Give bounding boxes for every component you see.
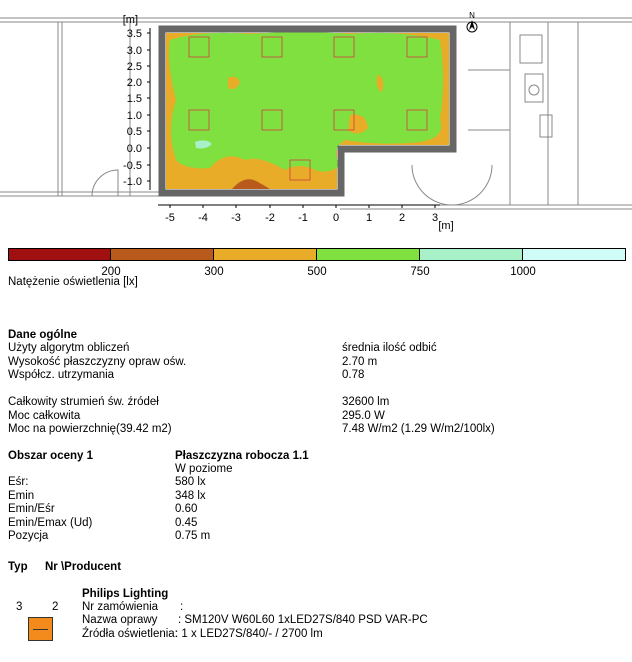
y-tick-label: 3.5 xyxy=(126,28,142,40)
general-row-label: Użyty algorytm obliczeń xyxy=(8,342,130,354)
general-row-label: Moc całkowita xyxy=(8,410,81,422)
area-row-value: 0.75 m xyxy=(175,530,211,542)
y-tick-label: 0.5 xyxy=(126,126,142,138)
general-row-value: 295.0 W xyxy=(342,410,385,422)
luminaire-type: 3 xyxy=(16,601,23,613)
area-row-label: Pozycja xyxy=(8,530,49,542)
x-tick-label: 1 xyxy=(365,212,373,224)
area-row-label: Emin xyxy=(8,490,35,502)
y-tick-label: 1.5 xyxy=(126,93,142,105)
source-label: Źródła oświetlenia: xyxy=(82,628,178,640)
svg-text:N: N xyxy=(469,11,475,20)
x-tick-label: -5 xyxy=(165,212,175,224)
legend-swatch-2 xyxy=(110,248,214,261)
y-tick-label: -1.0 xyxy=(123,176,142,188)
area-row-label: Emin/Emax (Ud) xyxy=(8,517,93,529)
x-tick-label: 3 xyxy=(431,212,439,224)
general-row-label: Wysokość płaszczyzny opraw ośw. xyxy=(8,356,187,368)
x-tick-label: -2 xyxy=(265,212,275,224)
luminaire-name-label: Nazwa oprawy xyxy=(82,614,158,626)
area-plane: Płaszczyzna robocza 1.1 xyxy=(175,450,309,462)
y-tick-label: 0.0 xyxy=(126,143,142,155)
area-plane-sub: W poziome xyxy=(175,463,233,475)
legend-swatch-4 xyxy=(316,248,420,261)
y-tick-label: -0.5 xyxy=(123,160,142,172)
col-nr-header: Nr \Producent xyxy=(45,561,122,573)
y-tick-label: 3.0 xyxy=(126,45,142,57)
y-tick-label: 2.0 xyxy=(126,77,142,89)
general-heading: Dane ogólne xyxy=(8,329,78,341)
area-row-value: 580 lx xyxy=(175,476,206,488)
y-axis-unit: [m] xyxy=(122,14,138,26)
area-row-value: 0.60 xyxy=(175,503,198,515)
order-label: Nr zamówienia xyxy=(82,601,159,613)
y-tick-label: 2.5 xyxy=(126,61,142,73)
luminaire-nr: 2 xyxy=(52,601,59,613)
legend-swatch-3 xyxy=(213,248,317,261)
luminaire-symbol-icon xyxy=(28,617,53,641)
general-row-value: 32600 lm xyxy=(342,396,390,408)
x-tick-label: 2 xyxy=(398,212,406,224)
source-value: : 1 x LED27S/840/- / 2700 lm xyxy=(175,628,323,640)
general-row-label: Całkowity strumień św. źródeł xyxy=(8,396,159,408)
x-tick-label: 0 xyxy=(332,212,340,224)
general-row-label: Współcz. utrzymania xyxy=(8,369,115,381)
general-row-value: 2.70 m xyxy=(342,356,378,368)
area-row-label: Emin/Eśr xyxy=(8,503,55,515)
legend-tick: 1000 xyxy=(510,266,536,278)
legend-swatch-5 xyxy=(419,248,523,261)
legend-tick: 300 xyxy=(204,266,224,278)
legend-tick: 500 xyxy=(307,266,327,278)
area-row-value: 348 lx xyxy=(175,490,206,502)
legend-title: Natężenie oświetlenia [lx] xyxy=(8,276,138,288)
y-tick-label: 1.0 xyxy=(126,110,142,122)
general-row-value: 0.78 xyxy=(342,369,365,381)
luminaire-name-value: : SM120V W60L60 1xLED27S/840 PSD VAR-PC xyxy=(178,614,428,626)
x-tick-label: -3 xyxy=(231,212,241,224)
legend-swatch-6 xyxy=(522,248,626,261)
area-row-label: Eśr: xyxy=(8,476,29,488)
room-plan-drawing xyxy=(0,0,632,240)
legend-tick: 200 xyxy=(101,266,121,278)
x-tick-label: -1 xyxy=(298,212,308,224)
producer-name: Philips Lighting xyxy=(82,588,169,600)
general-row-value: średnia ilość odbić xyxy=(342,342,437,354)
area-row-value: 0.45 xyxy=(175,517,198,529)
area-heading: Obszar oceny 1 xyxy=(8,450,94,462)
legend-tick: 750 xyxy=(410,266,430,278)
x-axis-unit: [m] xyxy=(438,220,454,232)
general-row-label: Moc na powierzchnię(39.42 m2) xyxy=(8,423,172,435)
legend-swatch-1 xyxy=(8,248,111,261)
x-tick-label: -4 xyxy=(198,212,208,224)
general-row-value: 7.48 W/m2 (1.29 W/m2/100lx) xyxy=(342,423,495,435)
col-type-header: Typ xyxy=(8,561,28,573)
order-value: : xyxy=(180,601,184,613)
